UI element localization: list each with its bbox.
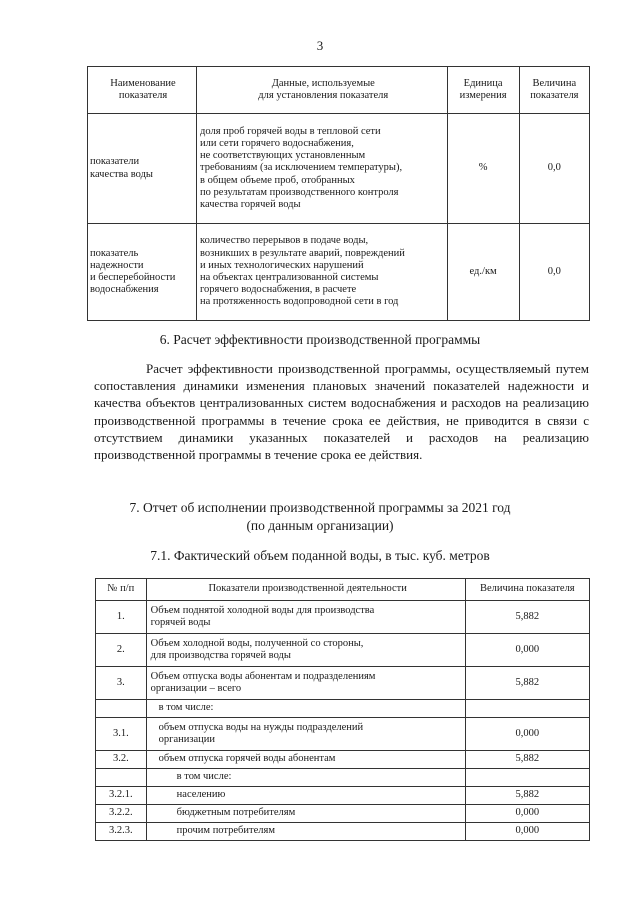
table-row — [88, 224, 590, 321]
header-text: Наименование показателя — [110, 77, 176, 101]
header-unit — [447, 67, 519, 114]
row-number: 3. — [96, 667, 147, 700]
section-7-title: 7. Отчет об исполнении производственной программы за 2021 год — [129, 500, 511, 515]
header-text: Единица измерения — [459, 77, 507, 101]
indicator-data-cell — [197, 224, 448, 321]
table-row — [96, 718, 590, 751]
section-6-paragraph: Расчет эффективности производственной программы, осуществляемый путем сопоставления динамики изменения плановых значений показателей надежности и качества объектов централизованных систем водоснабжения и расходов на реализацию производственной программы в течение срока ее действия, не приводится в связи с отсутствием динамики указанных показателей и расходов на реализацию производственной программы в течение срока ее действия. — [94, 361, 589, 463]
table-row — [96, 751, 590, 769]
indicators-table — [87, 66, 590, 321]
table-row — [96, 805, 590, 823]
row-number — [96, 700, 147, 718]
section-7-subtitle: (по данным организации) — [246, 518, 394, 533]
cell-text: Объем холодной воды, полученной со стороны, для производства горячей воды — [150, 637, 364, 661]
row-value: 0,000 — [465, 718, 589, 751]
row-description — [146, 667, 465, 700]
row-value: 0,000 — [465, 823, 589, 841]
row-value: 0,000 — [465, 805, 589, 823]
table-row — [96, 769, 590, 787]
water-volume-table-header — [96, 579, 590, 601]
row-number: 2. — [96, 634, 147, 667]
header-value — [519, 67, 589, 114]
table-row — [88, 114, 590, 224]
section-6-title: 6. Расчет эффективности производственной программы — [159, 332, 481, 347]
row-number: 3.1. — [96, 718, 147, 751]
header-text: Величина показателя — [530, 77, 579, 101]
row-number: 3.2. — [96, 751, 147, 769]
row-value: 5,882 — [465, 601, 589, 634]
row-value: 0,000 — [465, 634, 589, 667]
cell-text: объем отпуска воды на нужды подразделений организации — [158, 721, 364, 745]
table-row — [96, 823, 590, 841]
water-volume-table — [95, 578, 590, 841]
cell-text: доля проб горячей воды в тепловой сети или сети горячего водоснабжения, не соответствующих установленным требованиям (за исключением температуры), в общем объеме проб, отобранных по результатам производственного контроля качества горячей воды — [200, 125, 403, 210]
cell-text: Объем отпуска воды абонентам и подразделениям организации – всего — [150, 670, 376, 694]
row-number: 3.2.1. — [96, 787, 147, 805]
table-row — [96, 700, 590, 718]
row-description — [146, 634, 465, 667]
header-text: Данные, используемые для установления показателя — [258, 77, 389, 101]
table-row — [96, 667, 590, 700]
indicator-unit-cell: % — [447, 114, 519, 224]
row-description: бюджетным потребителям — [146, 805, 465, 823]
indicator-value-cell: 0,0 — [519, 224, 589, 321]
row-value: 5,882 — [465, 751, 589, 769]
header-indicator: Показатели производственной деятельности — [146, 579, 465, 601]
indicator-value-cell: 0,0 — [519, 114, 589, 224]
row-description — [146, 718, 465, 751]
header-value: Величина показателя — [465, 579, 589, 601]
row-description: объем отпуска горячей воды абонентам — [146, 751, 465, 769]
table-row — [96, 787, 590, 805]
row-description: прочим потребителям — [146, 823, 465, 841]
row-description: населению — [146, 787, 465, 805]
row-number: 3.2.3. — [96, 823, 147, 841]
indicator-name-cell — [88, 224, 197, 321]
cell-text: показатель надежности и бесперебойности водоснабжения — [90, 247, 176, 296]
indicator-unit-cell: ед./км — [447, 224, 519, 321]
cell-text: Объем поднятой холодной воды для производства горячей воды — [150, 604, 375, 628]
cell-text: количество перерывов в подаче воды, возникших в результате аварий, повреждений и иных технологических нарушений на объектах централизованной системы горячего водоснабжения, в расчете на протяженность водопроводной сети в год — [200, 235, 405, 308]
row-value: 5,882 — [465, 667, 589, 700]
indicator-data-cell — [197, 114, 448, 224]
row-value: 5,882 — [465, 787, 589, 805]
row-value — [465, 700, 589, 718]
table-row — [96, 601, 590, 634]
row-description — [146, 601, 465, 634]
header-number: № п/п — [96, 579, 147, 601]
row-description: в том числе: — [146, 769, 465, 787]
indicator-name-cell — [88, 114, 197, 224]
page-number: 3 — [316, 38, 324, 53]
header-indicator-name — [88, 67, 197, 114]
row-value — [465, 769, 589, 787]
row-number: 1. — [96, 601, 147, 634]
table-row — [96, 634, 590, 667]
row-description: в том числе: — [146, 700, 465, 718]
indicators-table-header — [88, 67, 590, 114]
section-7-1-title: 7.1. Фактический объем поданной воды, в тыс. куб. метров — [150, 548, 490, 563]
header-data-used — [197, 67, 448, 114]
cell-text: показатели качества воды — [90, 156, 153, 180]
row-number — [96, 769, 147, 787]
row-number: 3.2.2. — [96, 805, 147, 823]
